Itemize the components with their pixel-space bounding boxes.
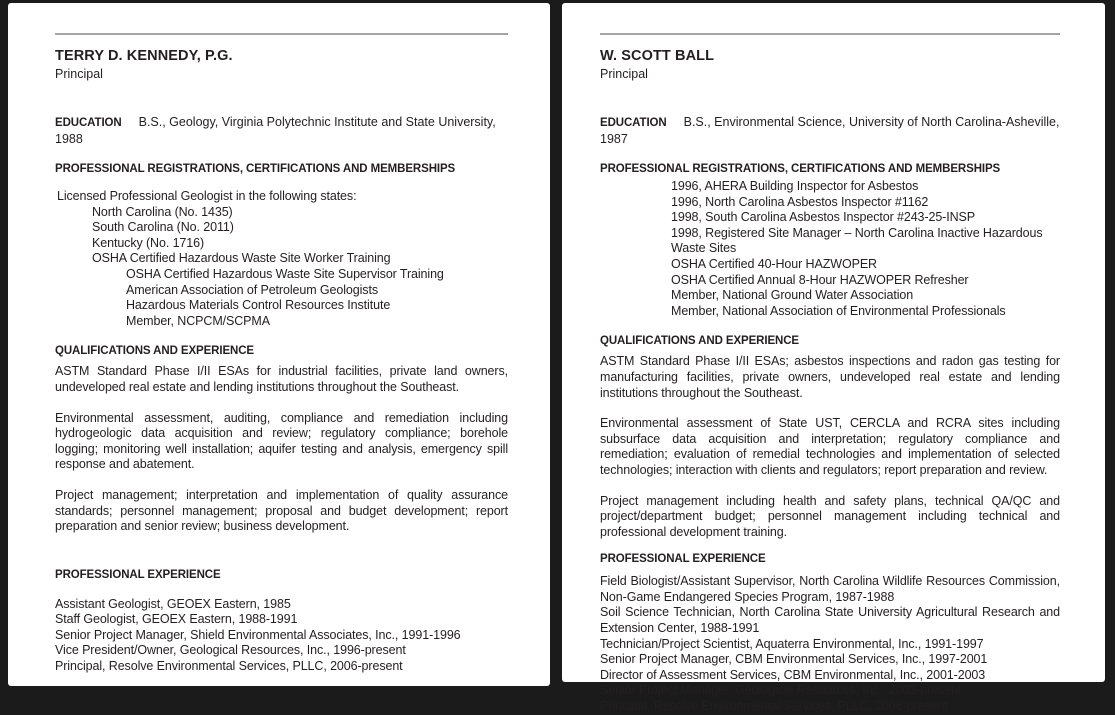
- registration-item: Licensed Professional Geologist in the following states:: [57, 189, 357, 203]
- qualifications-paragraph: ASTM Standard Phase I/II ESAs; asbestos inspections and radon gas testing for manufacturing facilities, private owners, undeveloped real estate and lending institutions throughout the Southeast.: [600, 354, 1060, 400]
- experience-item: Vice President/Owner, Geological Resources, Inc., 1996-present: [55, 643, 406, 658]
- person-role: Principal: [55, 67, 103, 81]
- registration-item: Member, NCPCM/SCPMA: [126, 313, 270, 328]
- experience-item: Principal, Resolve Environmental Services, PLLC, 2006-present: [55, 659, 403, 674]
- qualifications-paragraphs: [55, 364, 508, 534]
- registrations-heading: PROFESSIONAL REGISTRATIONS, CERTIFICATIONS AND MEMBERSHIPS: [600, 163, 1001, 175]
- registration-item: Hazardous Materials Control Resources Institute: [126, 298, 391, 313]
- experience-item: Senior Project Manager, Shield Environmental Associates, Inc., 1991-1996: [55, 627, 461, 642]
- experience-item: Staff Geologist, GEOEX Eastern, 1988-1991: [55, 612, 298, 627]
- registration-item: Member, National Ground Water Association: [671, 288, 914, 303]
- education-text: B.S., Environmental Science, University of North Carolina-Asheville, 1987: [600, 115, 1060, 146]
- qualifications-paragraph: Environmental assessment, auditing, compliance and remediation including hydrogeologic data acquisition and review; regulatory compliance; borehole logging; monitoring well installation; aquifer testing and analysis, emergency spill response and abatement.: [55, 410, 508, 472]
- experience-heading: PROFESSIONAL EXPERIENCE: [600, 553, 766, 566]
- registration-item: OSHA Certified Hazardous Waste Site Worker Training: [92, 251, 391, 266]
- registrations-list: [55, 189, 508, 329]
- experience-item: Soil Science Technician, North Carolina State University Agricultural Research and Extension Center, 1988-1991: [600, 605, 1060, 636]
- experience-item: Field Biologist/Assistant Supervisor, North Carolina Wildlife Resources Commission, Non-Game Endangered Species Program, 1987-1988: [600, 574, 1060, 604]
- registration-item: 1996, North Carolina Asbestos Inspector #1162: [671, 194, 929, 209]
- registration-item: OSHA Certified 40-Hour HAZWOPER: [671, 256, 877, 271]
- experience-heading: PROFESSIONAL EXPERIENCE: [55, 568, 221, 581]
- registrations-heading: PROFESSIONAL REGISTRATIONS, CERTIFICATIONS AND MEMBERSHIPS: [55, 163, 456, 175]
- header-rule: [600, 33, 1060, 35]
- resume-page-left: [8, 3, 550, 686]
- experience-item: Technician/Project Scientist, Aquaterra Environmental, Inc., 1991-1997: [600, 636, 984, 651]
- experience-list: [600, 574, 1060, 714]
- registration-item: OSHA Certified Annual 8-Hour HAZWOPER Refresher: [671, 272, 969, 287]
- education-label: EDUCATION: [55, 117, 122, 129]
- education-text: B.S., Geology, Virginia Polytechnic Institute and State University, 1988: [55, 115, 496, 146]
- registration-item: South Carolina (No. 2011): [92, 220, 234, 235]
- qualifications-paragraph: ASTM Standard Phase I/II ESAs for industrial facilities, private land owners, undeveloped real estate and lending institutions throughout the Southeast.: [55, 364, 508, 394]
- registration-item: 1996, AHERA Building Inspector for Asbestos: [671, 179, 919, 193]
- experience-item: Senior Project Manager, CBM Environmental Services, Inc., 1997-2001: [600, 652, 988, 667]
- person-name: W. SCOTT BALL: [600, 48, 715, 64]
- experience-item: Senior Project Manager, Geological Resources, Inc., 2003-present: [600, 683, 962, 698]
- experience-item: Assistant Geologist, GEOEX Eastern, 1985: [55, 596, 291, 611]
- person-name: TERRY D. KENNEDY, P.G.: [55, 48, 233, 64]
- qualifications-paragraph: Project management including health and safety plans, technical QA/QC and project/department budget; personnel management including technical and professional development training.: [600, 493, 1060, 539]
- qualifications-paragraph: Project management; interpretation and implementation of quality assurance standards; personnel management; proposal and budget development; report preparation and senior review; business development.: [55, 487, 508, 534]
- registrations-list: [600, 179, 1060, 319]
- qualifications-paragraph: Environmental assessment of State UST, CERCLA and RCRA sites including subsurface data acquisition and interpretation; regulatory compliance and remediation; evaluation of remedial technologies and implementation of selected technologies; interaction with clients and regulators; report preparation and review.: [600, 416, 1060, 477]
- person-role: Principal: [600, 67, 648, 81]
- qualifications-paragraphs: [600, 354, 1060, 540]
- registration-item: Member, National Association of Environmental Professionals: [671, 303, 1006, 318]
- qualifications-heading: QUALIFICATIONS AND EXPERIENCE: [600, 335, 800, 348]
- registration-item: 1998, Registered Site Manager – North Carolina Inactive Hazardous Waste Sites: [671, 225, 1043, 256]
- experience-item: Director of Assessment Services, CBM Environmental, Inc., 2001-2003: [600, 667, 986, 682]
- education-label: EDUCATION: [600, 117, 667, 129]
- experience-item: Principal, Resolve Environmental Services, PLLC, 2006-present: [600, 699, 948, 714]
- registration-item: 1998, South Carolina Asbestos Inspector #243-25-INSP: [671, 210, 976, 225]
- registration-item: American Association of Petroleum Geologists: [126, 282, 378, 297]
- registration-item: OSHA Certified Hazardous Waste Site Supervisor Training: [126, 266, 444, 281]
- education-line: [55, 114, 508, 147]
- registration-item: North Carolina (No. 1435): [92, 204, 233, 219]
- registration-item: Kentucky (No. 1716): [92, 235, 205, 250]
- experience-list: [55, 597, 508, 675]
- education-line: [600, 114, 1060, 147]
- resume-page-right: [562, 3, 1105, 714]
- qualifications-heading: QUALIFICATIONS AND EXPERIENCE: [55, 345, 255, 358]
- header-rule: [55, 33, 508, 35]
